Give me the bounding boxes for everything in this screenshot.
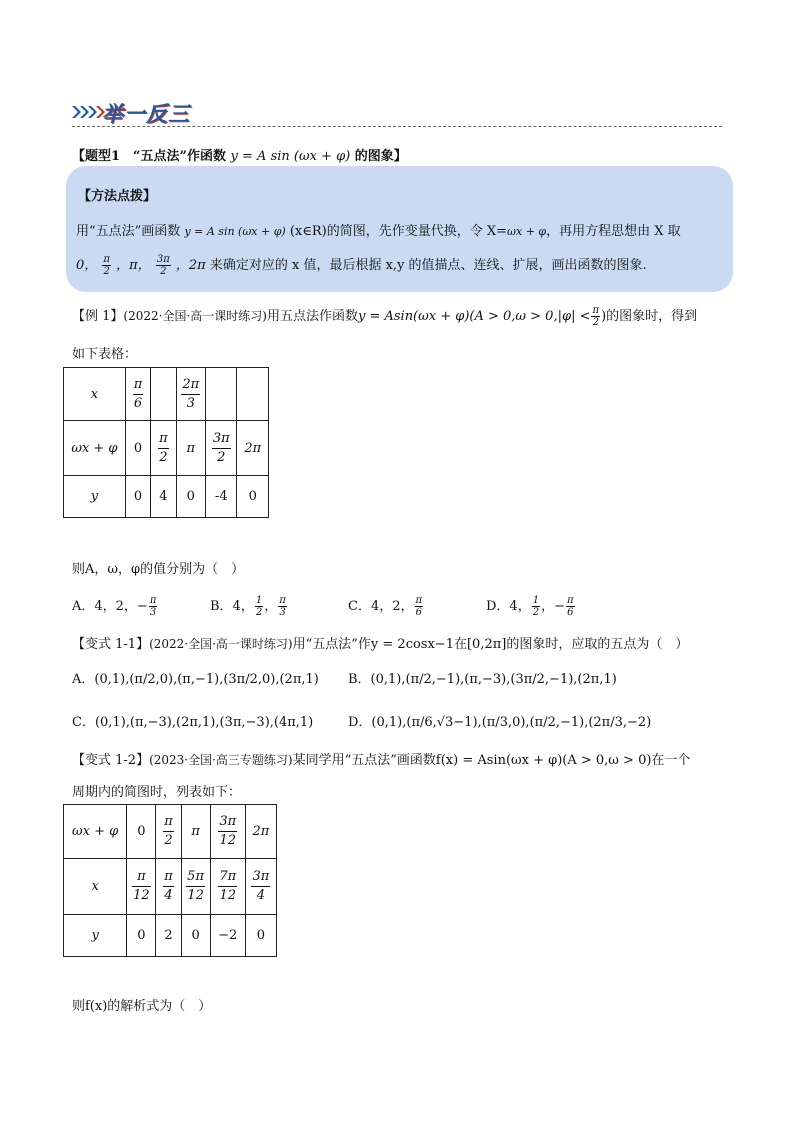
variant-1-1-option-c[interactable]: C．(0,1),(π,−3),(2π,1),(3π,−3),(4π,1) (72, 715, 314, 730)
example-1-option-d[interactable]: D．4， $\frac{1}{2}$ ，− $\frac{\pi}{6}$ (486, 595, 574, 618)
method-line-1: 用“五点法”画函数 y = A sin (ωx + φ) (x∈R)的简图，先作变量代换，令 X=ωx + φ，再用方程思想由 X 取 (76, 224, 681, 239)
example-1-stem-2: 如下表格： (72, 347, 138, 362)
variant-1-2-table: ωx + φ 0 $\frac{\pi}{2}$ π $\frac{3\pi}{12}$ 2π x $\frac{\pi}{12}$ $\frac{\pi}{4}$ $\frac{5\pi}{12}$ $\frac{7\pi}{12}$ $\frac{3\pi}{4}$ y 0 2 0 −2 0 (63, 804, 277, 957)
example-1-option-b[interactable]: B．4， $\frac{1}{2}$ ， $\frac{\pi}{3}$ (210, 595, 286, 618)
row-label-y: y (64, 476, 126, 518)
variant-1-2-question: 则f(x)的解析式为（ ） (72, 999, 212, 1014)
example-1-table: x $\frac{\pi}{6}$ $\frac{2\pi}{3}$ ωx + φ 0 $\frac{\pi}{2}$ π $\frac{3\pi}{2}$ 2π y 0 4 0 -4 0 (63, 367, 269, 518)
example-1-option-c[interactable]: C．4，2， $\frac{\pi}{6}$ (348, 595, 423, 618)
arrow-chevrons-icon (72, 102, 106, 124)
row-label-x: x (64, 859, 127, 915)
row-label-phase: ωx + φ (64, 421, 126, 476)
row-label-x: x (64, 368, 126, 421)
section-logo (72, 98, 212, 124)
row-label-phase: ωx + φ (64, 805, 127, 859)
header-divider (72, 126, 722, 127)
variant-1-1-stem: 【变式 1-1】(2022·全国·高一课时练习)用“五点法”作y = 2cosx−1在[0,2π]的图象时，应取的五点为（ ） (72, 637, 689, 652)
variant-1-2-stem: 【变式 1-2】(2023·全国·高三专题练习)某同学用“五点法”画函数f(x) = Asin(ωx + φ)(A > 0,ω > 0)在一个 (72, 753, 691, 768)
section-logo-text: 举一反三 (102, 102, 190, 126)
variant-1-2-stem-2: 周期内的简图时，列表如下： (72, 785, 242, 800)
method-line-2: 0， $\frac{\pi}{2}$ ，π， $\frac{3\pi}{2}$ ，2π 来确定对应的 x 值，最后根据 x,y 的值描点、连线、扩展，画出函数的图象. (76, 254, 647, 277)
example-1-option-a[interactable]: A．4，2，− $\frac{\pi}{3}$ (72, 595, 157, 618)
row-label-y: y (64, 915, 127, 957)
example-1-question: 则A，ω，φ的值分别为（ ） (72, 562, 245, 577)
variant-1-1-option-b[interactable]: B．(0,1),(π/2,−1),(π,−3),(3π/2,−1),(2π,1) (348, 672, 617, 687)
example-1-stem: 【例 1】(2022·全国·高一课时练习)用五点法作函数y = Asin(ωx + φ)(A > 0,ω > 0,|φ| < $\frac{\pi}{2}$ )的图象时，得到 (72, 305, 698, 328)
method-heading: 【方法点拨】 (78, 189, 157, 204)
section-title: 【题型1 “五点法”作函数 y = A sin (ωx + φ) 的图象】 (72, 149, 407, 164)
variant-1-1-option-d[interactable]: D．(0,1),(π/6,√3−1),(π/3,0),(π/2,−1),(2π/3,−2) (348, 715, 652, 730)
variant-1-1-option-a[interactable]: A．(0,1),(π/2,0),(π,−1),(3π/2,0),(2π,1) (72, 672, 319, 687)
